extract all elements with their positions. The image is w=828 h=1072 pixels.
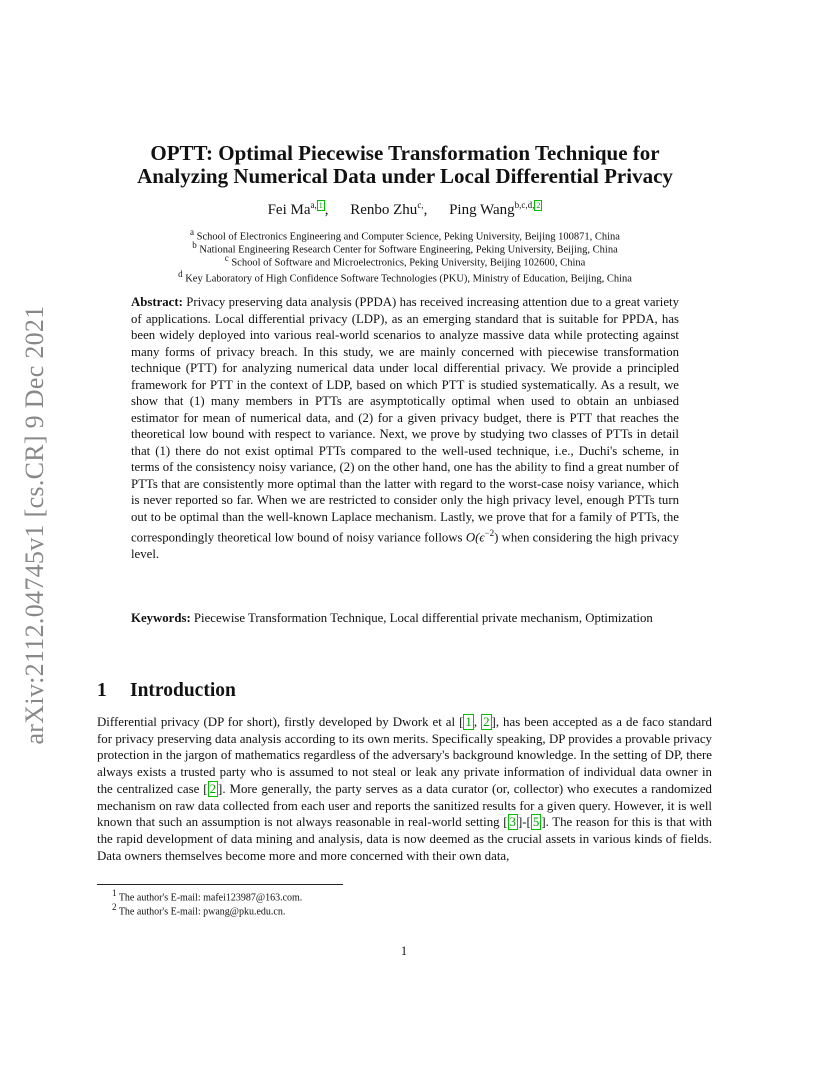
affiliation: $^d$ Key Laboratory of High Confidence Software Technologies (PKU), Ministry of Education, Beijing, China bbox=[178, 269, 632, 285]
footnote-rule bbox=[97, 884, 343, 885]
author: Ping Wang$^{b,c,d,}$ $^2$ bbox=[449, 200, 541, 218]
title-line-2: Analyzing Numerical Data under Local Differential Privacy bbox=[137, 164, 673, 188]
intro-paragraph: Differential privacy (DP for short), firstly developed by Dwork et al [ 1 , 2 ], has been accepted as a de faco standard for privacy preserving data analysis according to its own merits. Specifically speaking, DP provides a provable privacy protection in the jargon of mathematics regardless of the adversary's background knowledge. In the setting of DP, there always exists a trusted party who is assumed to not steal or leak any private information of individual data owner in the centralized case [ 2 ]. More generally, the party serves as a data curator (or, collector) who executes a randomized mechanism on raw data collected from each user and reports the sanitized results for a given query. However, it is well known that such an assumption is not always reasonable in real-world setting [ 3 ]-[ 5 ]. The reason for this is that with the rapid development of data mining and analysis, data is now deemed as the crucial assets in various kinds of fields. Data owners themselves become more and more concerned with their own data, bbox=[97, 715, 713, 863]
footnote: $^2$ The author's E-mail: pwang@pku.edu.cn. bbox=[112, 902, 286, 918]
arxiv-sidebar-stamp bbox=[10, 290, 60, 760]
author-list bbox=[80, 200, 730, 219]
footnote-link[interactable]: 2 bbox=[536, 201, 541, 210]
page-number: 1 bbox=[400, 944, 408, 958]
citation-link[interactable]: 5 bbox=[532, 815, 540, 830]
citation-link[interactable]: 3 bbox=[509, 815, 516, 830]
citation-link[interactable]: 2 bbox=[483, 715, 490, 729]
affiliation: $^b$ National Engineering Research Center for Software Engineering, Peking University, Beijing, China bbox=[192, 240, 618, 256]
author: Renbo Zhu$^{c,}$, bbox=[350, 200, 428, 218]
citation-link[interactable]: 2 bbox=[209, 781, 217, 796]
author: Fei $Ma^{a,}$ $^1$ , bbox=[267, 200, 329, 218]
affiliation: $^a$ School of Electronics Engineering and Computer Science, Peking University, Beijing 100871, China bbox=[190, 227, 620, 243]
citation-link[interactable]: 1 bbox=[465, 715, 472, 729]
keywords: Keywords: Piecewise Transformation Technique, Local differential private mechanism, Optimization bbox=[131, 611, 653, 625]
arxiv-id: arXiv:2112.04745v1 [cs.CR] 9 Dec 2021 bbox=[20, 305, 49, 745]
footnote-link[interactable]: 1 bbox=[318, 201, 323, 210]
paper-title bbox=[80, 142, 730, 188]
abstract: Abstract: Privacy preserving data analysis (PPDA) has received increasing attention due to a great variety of applications. Local differential privacy (LDP), as an emerging standard that is suitable for PPDA, has been widely deployed into various real-world scenarios to analyze massive data while protecting against many forms of privacy breach. In this study, we are mainly concerned with piecewise transformation technique (PTT) for analyzing numerical data under local differential privacy. We provide a principled framework for PTT in the context of LDP, based on which PTT is studied systematically. As a result, we show that (1) many members in PTTs are asymptotically optimal when used to obtain an unbiased estimator for mean of numerical data, and (2) for a given privacy budget, there is PTT that reaches the theoretical low bound with respect to variance. Next, we prove by studying two classes of PTTs in detail that (1) there do not exist optimal PTTs compared to the well-used technique, i.e., Duchi's scheme, in terms of the consistency noisy variance, (2) on the other hand, one has the ability to find a great number of PTTs that are consistently more optimal than the latter with regard to the worst-case noisy variance, which is never reported so far. When we are restricted to consider only the high privacy level, enough PTTs turn out to be optimal than the well-known Laplace mechanism. Lastly, we prove that for a family of PTTs, the correspondingly theoretical low bound of noisy variance follows $O(\epsilon^{-2})$ when considering the high privacy level. bbox=[131, 295, 679, 561]
section-heading: 1 Introduction bbox=[97, 680, 236, 701]
keywords-label: Keywords: bbox=[131, 611, 191, 625]
abstract-label: Abstract: bbox=[131, 295, 183, 309]
footnote: $^1$ The author's E-mail: mafei123987@163.com. bbox=[112, 888, 303, 904]
affiliation: $^c$ School of Software and Microelectronics, Peking University, Beijing 102600, China bbox=[224, 253, 586, 269]
title-line-1: OPTT: Optimal Piecewise Transformation Technique for bbox=[150, 141, 660, 165]
